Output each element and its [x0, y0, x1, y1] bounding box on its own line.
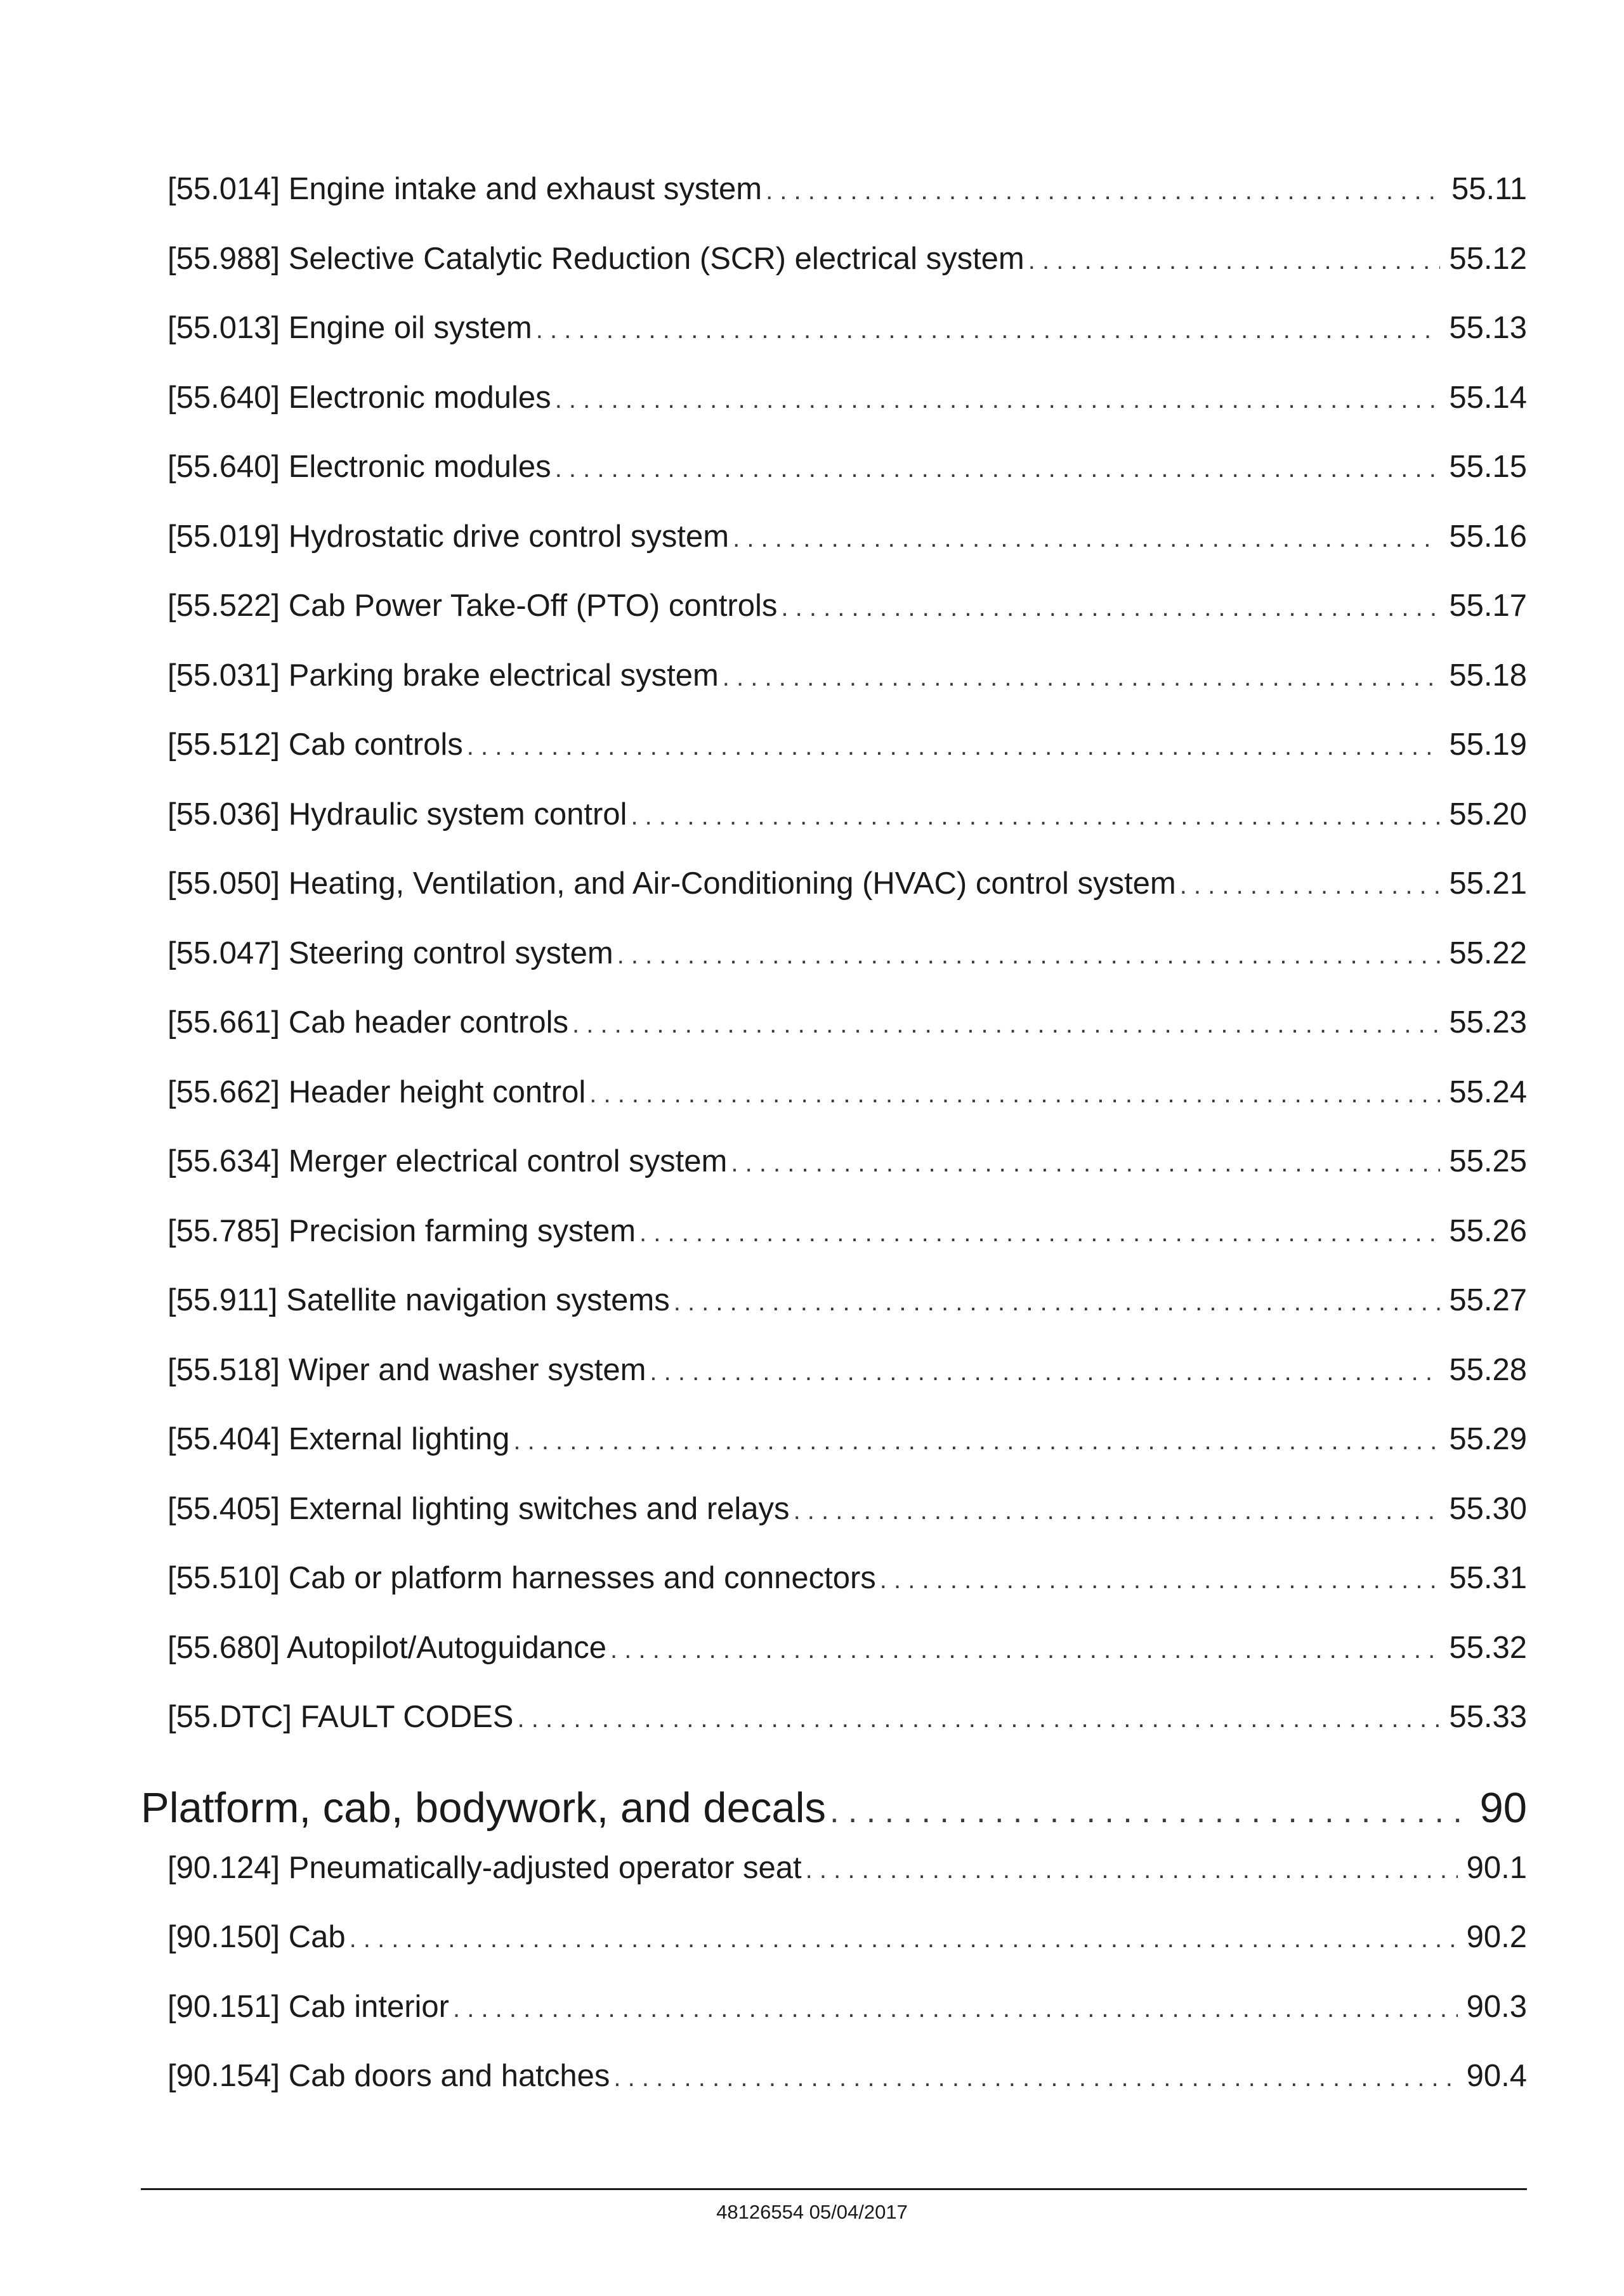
dot-leader: [631, 797, 1440, 832]
toc-entry[interactable]: [141, 658, 1527, 727]
footer-divider: [141, 2188, 1527, 2190]
toc-entry-title: [90.151] Cab interior: [167, 1989, 449, 2024]
toc-entry-title: [55.680] Autopilot/Autoguidance: [167, 1630, 607, 1665]
toc-entry[interactable]: [141, 1491, 1527, 1561]
dot-leader: [610, 1630, 1440, 1666]
toc-entry-title: [55.510] Cab or platform harnesses and connectors: [167, 1561, 876, 1595]
toc-entry-page-number: 55.28: [1449, 1352, 1527, 1387]
toc-entry-page-number: 90.1: [1466, 1850, 1527, 1885]
toc-entry-page-number: 55.31: [1449, 1561, 1527, 1595]
toc-entry-title: [90.154] Cab doors and hatches: [167, 2059, 610, 2093]
toc-entry-page-number: 90.3: [1466, 1989, 1527, 2024]
toc-entry[interactable]: [141, 797, 1527, 866]
dot-leader: [589, 1074, 1440, 1110]
toc-entry-page-number: 55.14: [1449, 380, 1527, 415]
toc-entry[interactable]: [141, 1919, 1527, 1989]
toc-entry[interactable]: [141, 1213, 1527, 1283]
dot-leader: [781, 588, 1440, 623]
toc-entry[interactable]: [141, 866, 1527, 936]
toc-entry[interactable]: [141, 1005, 1527, 1074]
toc-entry-page-number: 90: [1479, 1784, 1527, 1832]
toc-entry-page-number: 55.27: [1449, 1283, 1527, 1317]
dot-leader: [733, 519, 1440, 554]
toc-entry-title: [55.405] External lighting switches and relays: [167, 1491, 790, 1526]
toc-entry[interactable]: [141, 2058, 1527, 2128]
toc-entry[interactable]: [141, 449, 1527, 519]
dot-leader: [613, 2058, 1457, 2094]
toc-entry-page-number: 55.21: [1449, 866, 1527, 901]
toc-entry-page-number: 55.17: [1449, 589, 1527, 623]
toc-entry-title: [55.661] Cab header controls: [167, 1005, 568, 1040]
toc-entry-title: [55.634] Merger electrical control system: [167, 1144, 728, 1178]
toc-entry[interactable]: [141, 1989, 1527, 2059]
dot-leader: [731, 1144, 1440, 1179]
dot-leader: [513, 1421, 1440, 1457]
toc-entry[interactable]: [141, 1421, 1527, 1491]
dot-leader: [617, 936, 1441, 971]
dot-leader: [723, 658, 1441, 693]
dot-leader: [453, 1989, 1458, 2025]
toc-entry[interactable]: [141, 1282, 1527, 1352]
toc-entry[interactable]: [141, 380, 1527, 450]
toc-entry-title: [55.031] Parking brake electrical system: [167, 658, 719, 693]
toc-entry[interactable]: [141, 310, 1527, 380]
toc-entry-title: [90.150] Cab: [167, 1920, 346, 1954]
dot-leader: [766, 171, 1443, 207]
toc-entry-title: [55.512] Cab controls: [167, 727, 463, 762]
dot-leader: [639, 1213, 1440, 1249]
toc-entry-title: [55.019] Hydrostatic drive control system: [167, 519, 730, 554]
toc-entry-page-number: 55.30: [1449, 1491, 1527, 1526]
toc-entry[interactable]: [141, 936, 1527, 1005]
toc-entry[interactable]: [141, 1560, 1527, 1630]
toc-entry[interactable]: [141, 1144, 1527, 1213]
dot-leader: [467, 727, 1441, 762]
toc-entry-page-number: 90.4: [1466, 2059, 1527, 2093]
dot-leader: [806, 1850, 1458, 1886]
toc-entry-page-number: 55.15: [1449, 450, 1527, 484]
dot-leader: [880, 1560, 1441, 1596]
dot-leader: [650, 1352, 1440, 1388]
toc-entry-page-number: 55.19: [1449, 727, 1527, 762]
toc-entry-title: [55.036] Hydraulic system control: [167, 797, 627, 832]
toc-entry-title: [55.662] Header height control: [167, 1074, 586, 1109]
toc-entry-page-number: 55.23: [1449, 1005, 1527, 1040]
toc-entry-title: Platform, cab, bodywork, and decals: [141, 1784, 826, 1832]
toc-entry[interactable]: [141, 1850, 1527, 1920]
toc-entry-page-number: 55.25: [1449, 1144, 1527, 1178]
dot-leader: [794, 1491, 1441, 1527]
toc-entry-title: [55.640] Electronic modules: [167, 380, 551, 415]
toc-entry[interactable]: [141, 519, 1527, 589]
toc-entry-page-number: 55.13: [1449, 311, 1527, 345]
table-of-contents: [141, 171, 1527, 2128]
toc-entry-page-number: 55.32: [1449, 1630, 1527, 1665]
dot-leader: [555, 449, 1441, 485]
toc-entry-page-number: 55.22: [1449, 936, 1527, 970]
toc-entry[interactable]: [141, 241, 1527, 311]
dot-leader: [1028, 241, 1441, 277]
toc-entry-title: [55.050] Heating, Ventilation, and Air-Conditioning (HVAC) control system: [167, 866, 1176, 901]
dot-leader: [1180, 866, 1441, 901]
toc-entry-title: [55.518] Wiper and washer system: [167, 1352, 646, 1387]
toc-entry-title: [55.014] Engine intake and exhaust system: [167, 172, 763, 206]
toc-entry-page-number: 55.26: [1449, 1213, 1527, 1248]
toc-entry-page-number: 55.18: [1449, 658, 1527, 693]
toc-entry-title: [55.640] Electronic modules: [167, 450, 551, 484]
toc-entry-title: [55.988] Selective Catalytic Reduction (SCR) electrical system: [167, 241, 1025, 276]
toc-entry-title: [55.522] Cab Power Take-Off (PTO) controls: [167, 589, 778, 623]
toc-entry-page-number: 55.16: [1449, 519, 1527, 554]
toc-entry[interactable]: [141, 171, 1527, 241]
toc-entry-page-number: 55.33: [1449, 1700, 1527, 1734]
dot-leader: [572, 1005, 1440, 1040]
toc-entry[interactable]: [141, 1699, 1527, 1769]
toc-entry-title: [55.785] Precision farming system: [167, 1213, 636, 1248]
toc-entry-page-number: 55.20: [1449, 797, 1527, 832]
dot-leader: [830, 1784, 1470, 1832]
toc-section-heading[interactable]: [141, 1769, 1527, 1850]
toc-entry-page-number: 55.11: [1451, 172, 1527, 206]
toc-entry-title: [90.124] Pneumatically-adjusted operator seat: [167, 1850, 802, 1885]
toc-entry-title: [55.911] Satellite navigation systems: [167, 1283, 670, 1317]
dot-leader: [350, 1919, 1458, 1955]
toc-entry[interactable]: [141, 1352, 1527, 1422]
toc-entry[interactable]: [141, 588, 1527, 658]
toc-entry-title: [55.013] Engine oil system: [167, 311, 532, 345]
toc-entry[interactable]: [141, 1074, 1527, 1144]
dot-leader: [517, 1699, 1440, 1735]
toc-entry-page-number: 55.12: [1449, 241, 1527, 276]
toc-entry-page-number: 90.2: [1466, 1920, 1527, 1954]
toc-entry-title: [55.DTC] FAULT CODES: [167, 1700, 514, 1734]
footer-document-code: 48126554 05/04/2017: [716, 2201, 908, 2223]
dot-leader: [536, 310, 1441, 346]
toc-entry[interactable]: [141, 1630, 1527, 1700]
toc-entry-title: [55.404] External lighting: [167, 1422, 510, 1456]
dot-leader: [674, 1282, 1441, 1318]
toc-entry-page-number: 55.29: [1449, 1422, 1527, 1456]
toc-entry-title: [55.047] Steering control system: [167, 936, 613, 970]
toc-entry-page-number: 55.24: [1449, 1074, 1527, 1109]
toc-entry[interactable]: [141, 727, 1527, 797]
dot-leader: [555, 380, 1441, 415]
